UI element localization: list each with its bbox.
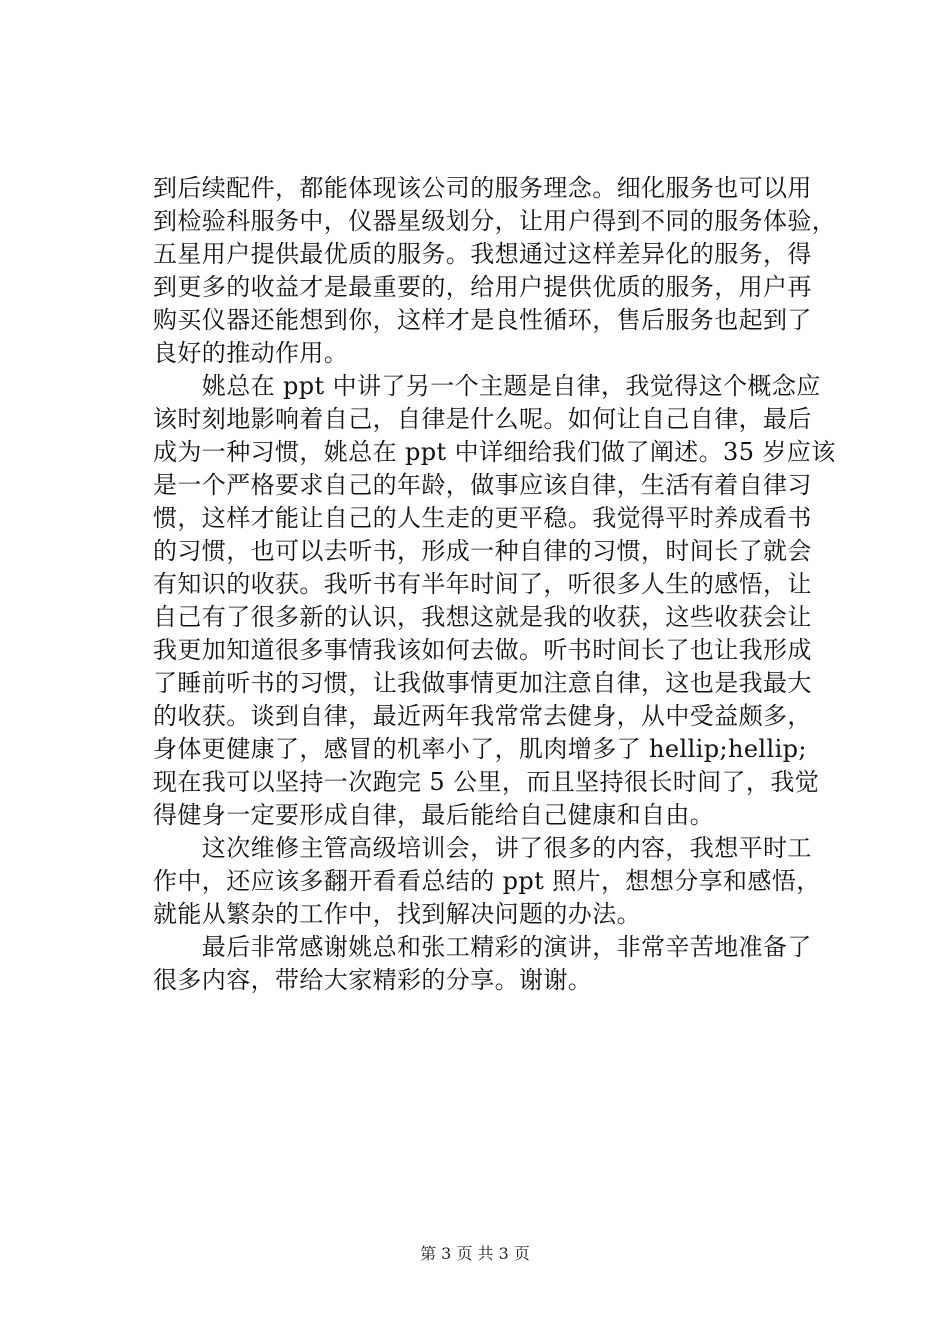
text-line: 得健身一定要形成自律，最后能给自己健康和自由。 xyxy=(153,801,715,829)
body-text xyxy=(153,172,837,997)
text-line: 良好的推动作用。 xyxy=(153,339,349,367)
text-line: 的收获。谈到自律，最近两年我常常去健身，从中受益颇多， xyxy=(153,702,812,730)
text-line: 就能从繁杂的工作中，找到解决问题的办法。 xyxy=(153,900,641,928)
text-line: 我更加知道很多事情我该如何去做。听书时间长了也让我形成 xyxy=(153,636,812,664)
text-line: 现在我可以坚持一次跑完 5 公里，而且坚持很长时间了，我觉 xyxy=(153,768,820,796)
page-number-footer: 第 3 页 共 3 页 xyxy=(420,1244,530,1263)
text-line: 购买仪器还能想到你，这样才是良性循环，售后服务也起到了 xyxy=(153,306,812,334)
text-line: 到检验科服务中，仪器星级划分，让用户得到不同的服务体验， xyxy=(153,207,837,235)
text-line: 该时刻地影响着自己，自律是什么呢。如何让自己自律，最后 xyxy=(153,405,812,433)
text-line: 到更多的收益才是最重要的，给用户提供优质的服务，用户再 xyxy=(153,273,812,301)
text-line: 五星用户提供最优质的服务。我想通过这样差异化的服务，得 xyxy=(153,240,812,268)
text-line: 身体更健康了，感冒的机率小了，肌肉增多了 hellip;hellip; xyxy=(153,735,807,763)
text-line: 惯，这样才能让自己的人生走的更平稳。我觉得平时养成看书 xyxy=(153,504,812,532)
text-line: 是一个严格要求自己的年龄，做事应该自律，生活有着自律习 xyxy=(153,471,812,499)
text-line: 的习惯，也可以去听书，形成一种自律的习惯，时间长了就会 xyxy=(153,537,812,565)
text-line: 很多内容，带给大家精彩的分享。谢谢。 xyxy=(153,966,593,994)
text-line: 作中，还应该多翻开看看总结的 ppt 照片，想想分享和感悟， xyxy=(153,867,821,895)
text-line: 有知识的收获。我听书有半年时间了，听很多人生的感悟，让 xyxy=(153,570,812,598)
text-line: 成为一种习惯，姚总在 ppt 中详细给我们做了阐述。35 岁应该 xyxy=(153,438,836,466)
text-line: 这次维修主管高级培训会，讲了很多的内容，我想平时工 xyxy=(153,834,812,862)
text-line: 到后续配件，都能体现该公司的服务理念。细化服务也可以用 xyxy=(153,174,812,202)
text-line: 姚总在 ppt 中讲了另一个主题是自律，我觉得这个概念应 xyxy=(153,372,821,400)
text-line: 最后非常感谢姚总和张工精彩的演讲，非常辛苦地准备了 xyxy=(153,933,812,961)
text-line: 了睡前听书的习惯，让我做事情更加注意自律，这也是我最大 xyxy=(153,669,812,697)
text-line: 自己有了很多新的认识，我想这就是我的收获，这些收获会让 xyxy=(153,603,812,631)
